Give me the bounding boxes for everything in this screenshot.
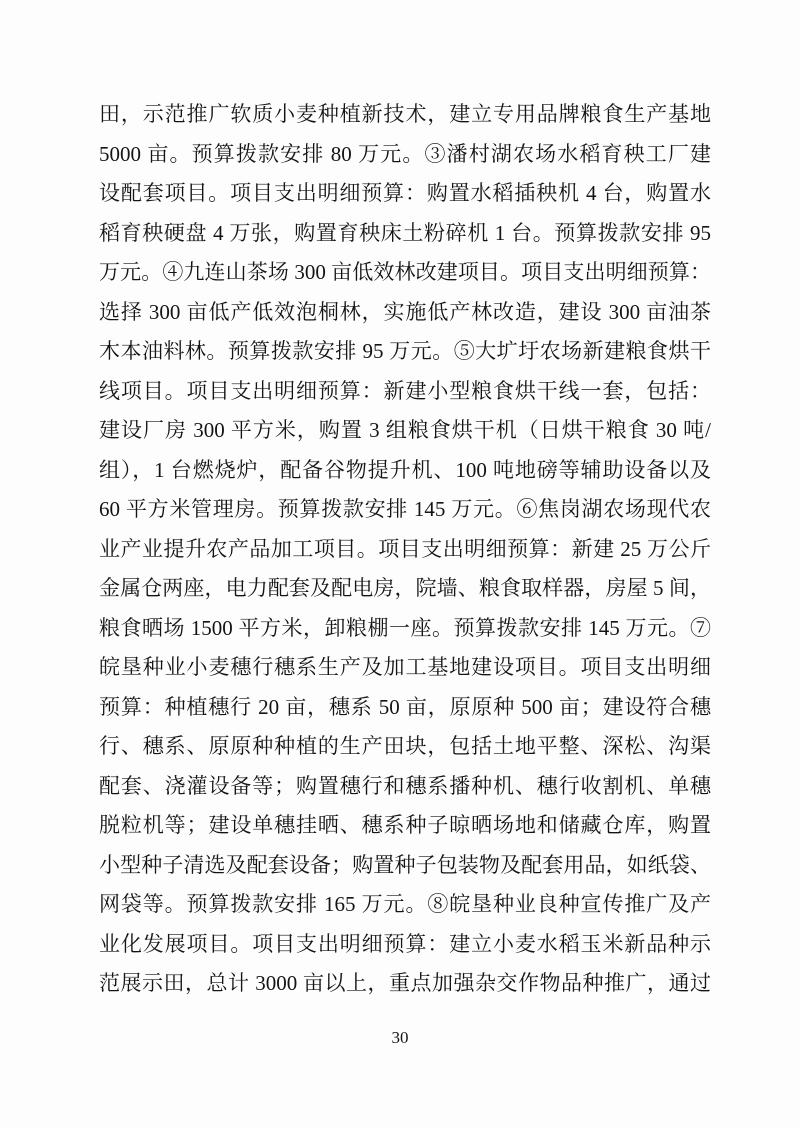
paragraph-block (99, 95, 711, 1004)
page-footer (0, 1028, 800, 1048)
text-line: 业化发展项目。项目支出明细预算：建立小麦水稻玉米新品种示 (99, 931, 711, 956)
text-line: 60 平方米管理房。预算拨款安排 145 万元。⑥焦岗湖农场现代农 (99, 497, 711, 521)
page-number: 30 (391, 1028, 409, 1047)
text-line: 业产业提升农产品加工项目。项目支出明细预算：新建 25 万公斤 (99, 536, 711, 561)
text-line: 范展示田，总计 3000 亩以上，重点加强杂交作物品种推广，通过 (99, 971, 711, 995)
text-line: 网袋等。预算拨款安排 165 万元。⑧皖垦种业良种宣传推广及产 (99, 892, 711, 916)
text-line: 粮食晒场 1500 平方米，卸粮棚一座。预算拨款安排 145 万元。⑦ (99, 615, 711, 640)
text-line: 行、穗系、原原种种植的生产田块，包括土地平整、深松、沟渠 (99, 734, 711, 758)
text-line: 5000 亩。预算拨款安排 80 万元。③潘村湖农场水稻育秧工厂建 (99, 141, 711, 166)
text-line: 预算：种植穗行 20 亩，穗系 50 亩，原原种 500 亩；建设符合穗 (99, 694, 711, 719)
text-line: 线项目。项目支出明细预算：新建小型粮食烘干线一套，包括： (99, 378, 711, 403)
text-line: 田，示范推广软质小麦种植新技术，建立专用品牌粮食生产基地 (99, 102, 711, 126)
text-line: 建设厂房 300 平方米，购置 3 组粮食烘干机（日烘干粮食 30 吨/ (99, 418, 711, 442)
text-line: 组），1 台燃烧炉，配备谷物提升机、100 吨地磅等辅助设备以及 (99, 457, 711, 482)
text-line: 选择 300 亩低产低效泡桐林，实施低产林改造，建设 300 亩油茶 (99, 299, 711, 324)
text-line: 设配套项目。项目支出明细预算：购置水稻插秧机 4 台，购置水 (99, 181, 711, 205)
text-line: 稻育秧硬盘 4 万张，购置育秧床土粉碎机 1 台。预算拨款安排 95 (99, 220, 711, 245)
text-line: 小型种子清选及配套设备；购置种子包装物及配套用品，如纸袋、 (99, 852, 711, 877)
text-line: 皖垦种业小麦穗行穗系生产及加工基地建设项目。项目支出明细 (99, 655, 711, 679)
text-line: 脱粒机等；建设单穗挂晒、穗系种子晾晒场地和储藏仓库，购置 (99, 813, 711, 837)
text-line: 木本油料林。预算拨款安排 95 万元。⑤大圹圩农场新建粮食烘干 (99, 339, 711, 363)
text-line: 配套、浇灌设备等；购置穗行和穗系播种机、穗行收割机、单穗 (99, 773, 711, 798)
text-line: 万元。④九连山茶场 300 亩低效林改建项目。项目支出明细预算： (99, 260, 711, 284)
text-line: 金属仓两座，电力配套及配电房，院墙、粮食取样器，房屋 5 间， (99, 576, 711, 600)
